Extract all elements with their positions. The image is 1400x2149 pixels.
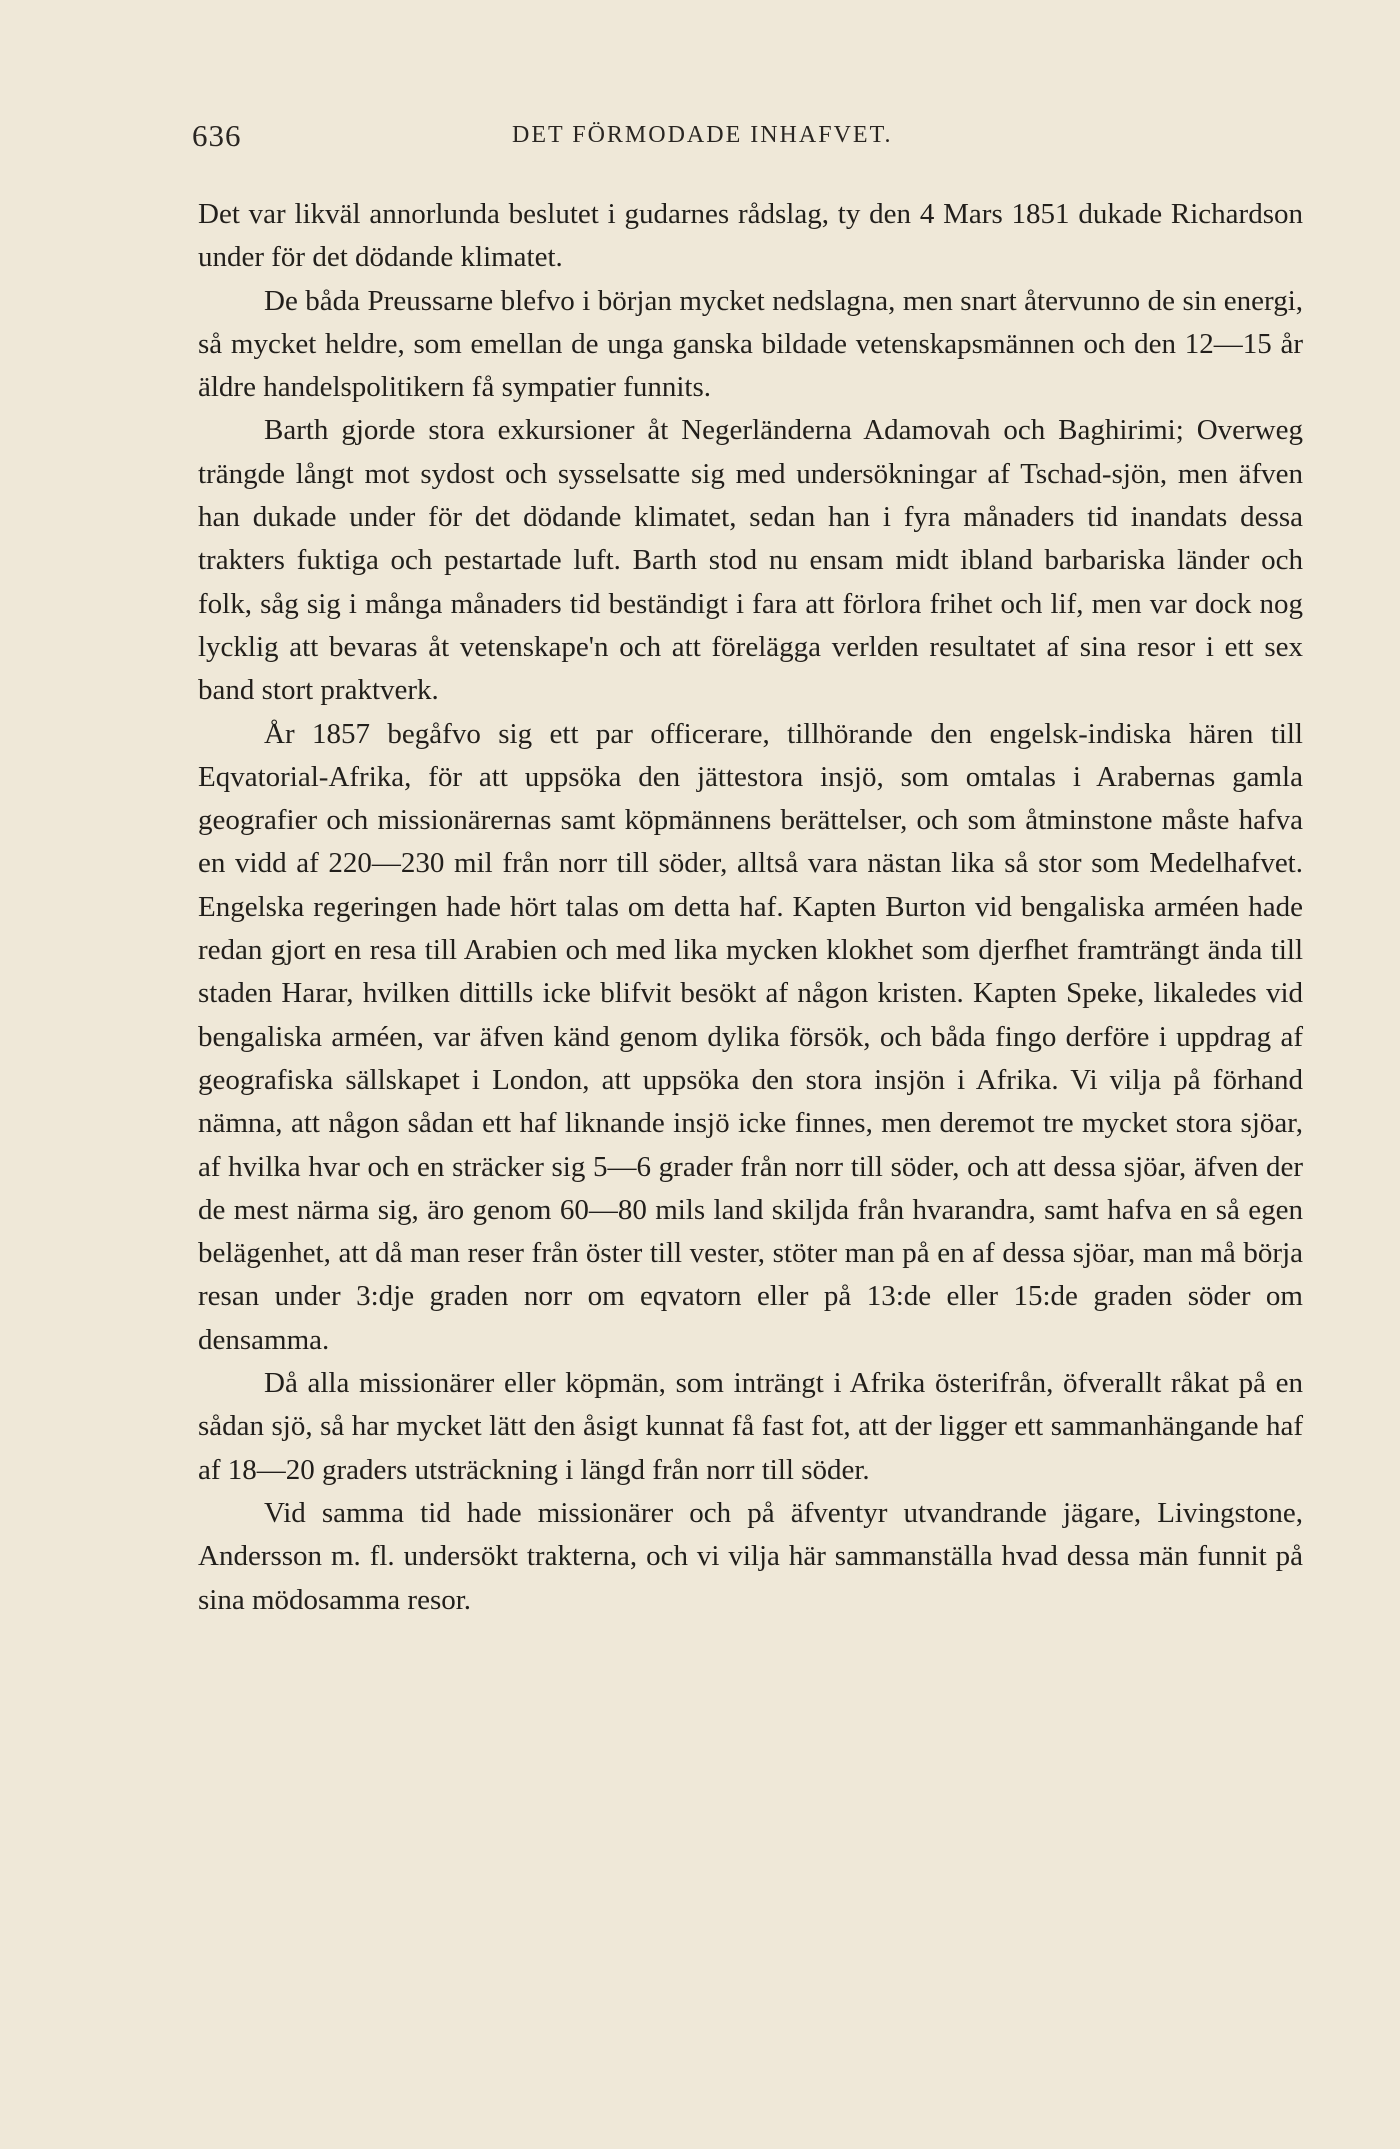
paragraph: År 1857 begåfvo sig ett par officerare, tillhörande den engelsk-indiska hären till Eqvatorial-Afrika, för att uppsöka den jättestora insjö, som omtalas i Arabernas gamla geografier och missionärernas samt köpmännens berättelser, och som åtminstone måste hafva en vidd af 220—230 mil från norr till söder, alltså vara nästan lika så stor som Medelhafvet. Engelska regeringen hade hört talas om detta haf. Kapten Burton vid bengaliska arméen hade redan gjort en resa till Arabien och med lika mycken klokhet som djerfhet framträngt ända till staden Harar, hvilken dittills icke blifvit besökt af någon kristen. Kapten Speke, likaledes vid bengaliska arméen, var äfven känd genom dylika försök, och båda fingo derföre i uppdrag af geografiska sällskapet i London, att uppsöka den stora insjön i Afrika. Vi vilja på förhand nämna, att någon sådan ett haf liknande insjö icke finnes, men deremot tre mycket stora sjöar, af hvilka hvar och en sträcker sig 5—6 grader från norr till söder, och att dessa sjöar, äfven der de mest närma sig, äro genom 60—80 mils land skiljda från hvarandra, samt hafva en så egen belägenhet, att då man reser från öster till vester, stöter man på en af dessa sjöar, man må börja resan under 3:dje graden norr om eqvatorn eller på 13:de eller 15:de graden söder om densamma. [198, 717, 1303, 1356]
paragraph: Då alla missionärer eller köpmän, som inträngt i Afrika österifrån, öfverallt råkat på en sådan sjö, så har mycket lätt den åsigt kunnat få fast fot, att der ligger ett sammanhängande haf af 18—20 graders utsträckning i längd från norr till söder. [198, 1367, 1303, 1486]
page-number: 636 [192, 118, 242, 153]
paragraph: Vid samma tid hade missionärer och på äfventyr utvandrande jägare, Livingstone, Andersson m. fl. undersökt trakterna, och vi vilja här sammanställa hvad dessa män funnit på sina mödosamma resor. [198, 1496, 1303, 1616]
running-head: DET FÖRMODADE INHAFVET. [512, 122, 893, 148]
page-header [192, 118, 982, 158]
paragraph: Det var likväl annorlunda beslutet i gudarnes rådslag, ty den 4 Mars 1851 dukade Richardson under för det dödande klimatet. [198, 198, 1303, 274]
body-text [198, 193, 1303, 1622]
paragraph: De båda Preussarne blefvo i början mycket nedslagna, men snart återvunno de sin energi, så mycket heldre, som emellan de unga ganska bildade vetenskapsmännen och den 12—15 år äldre handelspolitikern få sympatier funnits. [198, 284, 1303, 404]
paragraph: Barth gjorde stora exkursioner åt Negerländerna Adamovah och Baghirimi; Overweg trängde långt mot sydost och sysselsatte sig med undersökningar af Tschad-sjön, men äfven han dukade under för det dödande klimatet, sedan han i fyra månaders tid inandats dessa trakters fuktiga och pestartade luft. Barth stod nu ensam midt ibland barbariska länder och folk, såg sig i många månaders tid beständigt i fara att förlora frihet och lif, men var dock nog lycklig att bevaras åt vetenskape'n och att förelägga verlden resultatet af sina resor i ett sex band stort praktverk. [198, 414, 1303, 707]
